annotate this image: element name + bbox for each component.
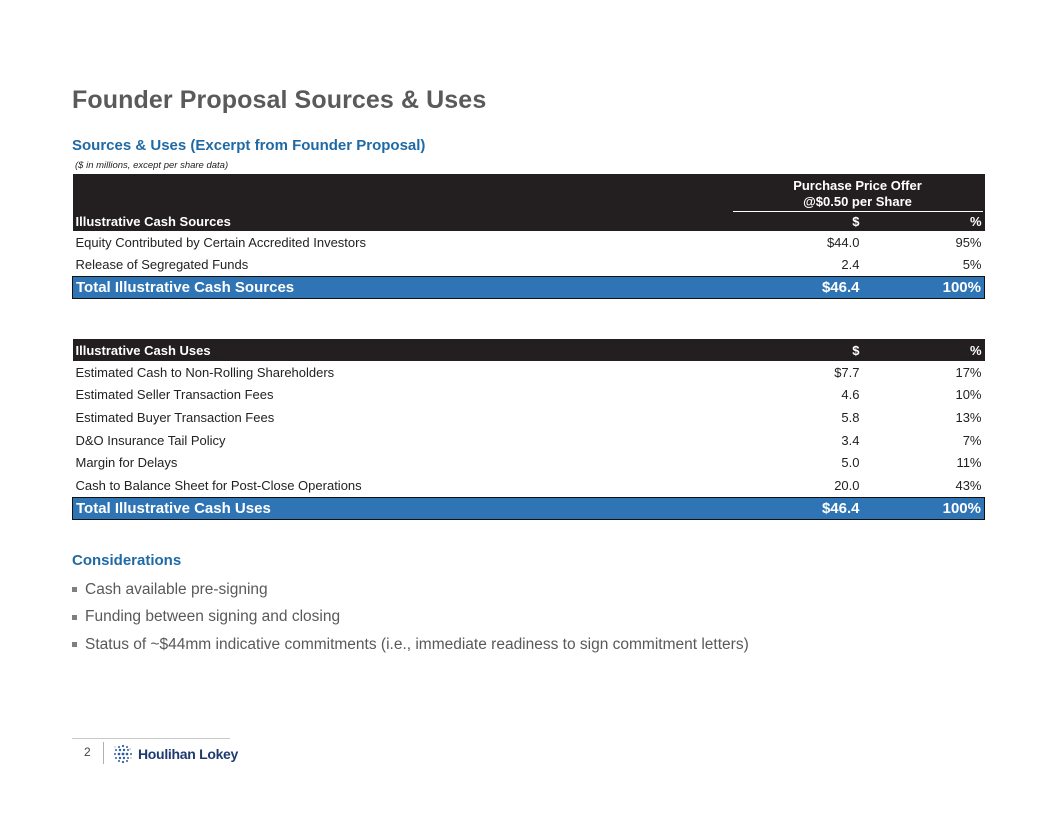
row-pct: 5% [962,257,982,273]
logo-text: Houlihan Lokey [138,746,239,762]
row-value: 5.0 [841,455,860,471]
row-label: Equity Contributed by Certain Accredited Investors [75,234,366,250]
total-label: Total Illustrative Cash Uses [73,497,733,519]
company-logo [112,743,238,765]
footer-separator [103,742,104,764]
list-item-text: Status of ~$44mm indicative commitments (i.e., immediate readiness to sign commitment letters) [85,635,749,653]
purchase-price-offer-label: Purchase Price Offer [793,178,922,193]
row-value: 4.6 [841,387,860,403]
total-value: $46.4 [733,497,863,519]
bullet-square-icon [72,615,77,620]
row-value: 3.4 [841,432,860,448]
list-item [72,576,749,604]
row-value: $7.7 [834,364,860,380]
sources-total-row [73,277,985,299]
list-item [72,604,749,632]
row-pct: 7% [962,432,982,448]
bullet-square-icon [72,587,77,592]
table-row [73,384,985,407]
row-value: 5.8 [841,409,860,425]
row-pct: 95% [955,234,982,250]
footer-rule [72,738,230,739]
bullet-square-icon [72,642,77,647]
row-pct: 11% [956,455,982,471]
row-label: Release of Segregated Funds [75,257,249,273]
total-pct: 100% [863,497,985,519]
row-pct: 43% [955,477,982,493]
total-label: Total Illustrative Cash Sources [73,277,733,299]
considerations-title: Considerations [72,552,182,569]
page-title: Founder Proposal Sources & Uses [72,86,487,114]
table-row [73,254,985,277]
uses-total-row [73,497,985,519]
table-row [73,429,985,452]
row-label: Cash to Balance Sheet for Post-Close Operations [75,477,362,493]
row-label: Estimated Buyer Transaction Fees [75,409,275,425]
row-value: 20.0 [834,477,860,493]
row-pct: 10% [955,387,982,403]
globe-dots-icon [112,743,134,765]
row-pct: 17% [955,364,982,380]
uses-column-header-row [73,339,985,361]
uses-header-pct: % [863,339,985,361]
sources-table [72,174,985,299]
row-label: D&O Insurance Tail Policy [75,432,226,448]
row-label: Estimated Seller Transaction Fees [75,387,274,403]
row-label: Estimated Cash to Non-Rolling Shareholders [75,364,335,380]
row-label: Margin for Delays [75,455,178,471]
list-item [72,631,749,659]
row-pct: 13% [955,409,982,425]
list-item-text: Cash available pre-signing [85,580,268,598]
sources-header-label: Illustrative Cash Sources [73,212,733,231]
total-pct: 100% [863,277,985,299]
sources-column-header-row [73,212,985,231]
sources-header-pct: % [863,212,985,231]
offer-price-per-share-label: @$0.50 per Share [733,193,983,212]
table-row [73,361,985,384]
table-row [73,451,985,474]
uses-header-dollar: $ [733,339,863,361]
table-row [73,474,985,497]
page-number: 2 [84,745,91,759]
uses-header-label: Illustrative Cash Uses [73,339,733,361]
units-note: ($ in millions, except per share data) [75,160,229,171]
uses-table [72,339,985,520]
table-row [73,406,985,429]
row-value: $44.0 [826,234,860,250]
row-value: 2.4 [841,257,860,273]
list-item-text: Funding between signing and closing [85,608,341,626]
sources-header-dollar: $ [733,212,863,231]
section-subtitle: Sources & Uses (Excerpt from Founder Proposal) [72,137,426,154]
sources-offer-header-row [73,174,985,193]
table-row [73,231,985,254]
considerations-list [72,576,749,659]
total-value: $46.4 [733,277,863,299]
